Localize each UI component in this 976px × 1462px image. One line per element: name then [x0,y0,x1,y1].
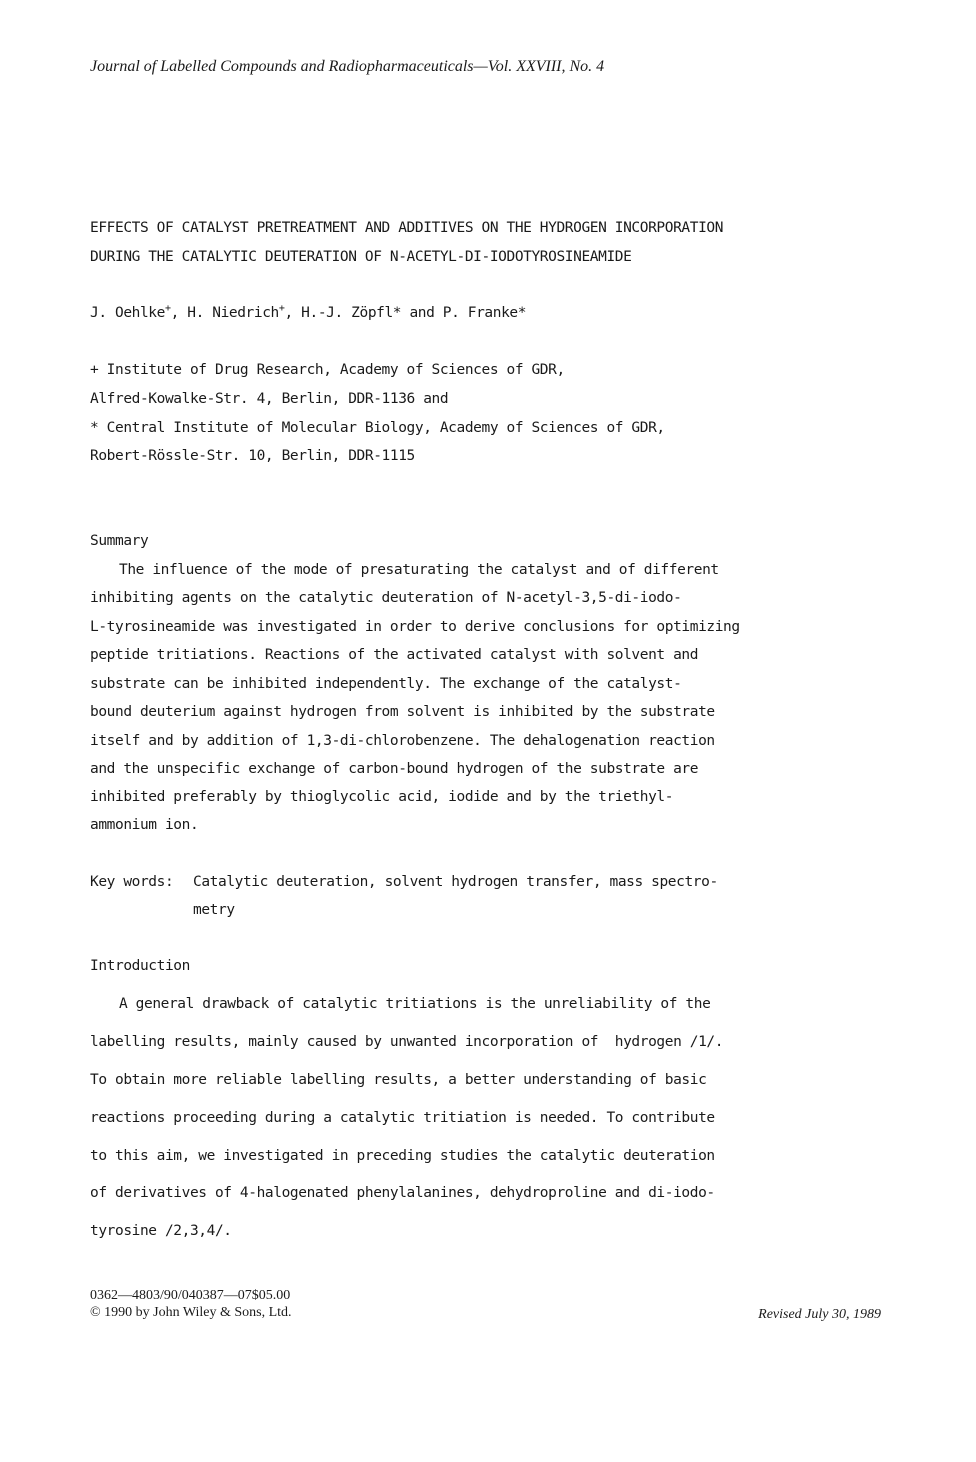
affiliation-mark-plus: + [278,303,285,314]
author-list [90,305,526,321]
article-title-line-2: DURING THE CATALYTIC DEUTERATION OF N-ACETYL-DI-IODOTYROSINEAMIDE [90,249,632,265]
introduction-line: tyrosine /2,3,4/. [90,1223,232,1239]
keywords-label: Key words: [90,874,174,890]
introduction-line: of derivatives of 4-halogenated phenylalanines, dehydroproline and di-iodo- [90,1185,715,1201]
journal-header: Journal of Labelled Compounds and Radiopharmaceuticals—Vol. XXVIII, No. 4 [90,58,605,75]
summary-line: bound deuterium against hydrogen from solvent is inhibited by the substrate [90,704,715,720]
affiliation-line: + Institute of Drug Research, Academy of Sciences of GDR, [90,362,565,378]
introduction-line: labelling results, mainly caused by unwanted incorporation of hydrogen /1/. [90,1034,724,1050]
affiliation-line: Alfred-Kowalke-Str. 4, Berlin, DDR-1136 and [90,391,449,407]
summary-line: peptide tritiations. Reactions of the activated catalyst with solvent and [90,647,699,663]
author-oehlke: J. Oehlke [90,305,165,321]
revised-date: Revised July 30, 1989 [758,1307,881,1322]
summary-line: substrate can be inhibited independently. The exchange of the catalyst- [90,676,682,692]
affiliation-line: * Central Institute of Molecular Biology, Academy of Sciences of GDR, [90,420,665,436]
summary-line: L-tyrosineamide was investigated in order to derive conclusions for optimizing [90,619,740,635]
summary-heading: Summary [90,533,149,549]
author-niedrich: , H. Niedrich [170,305,279,321]
article-title-line-1: EFFECTS OF CATALYST PRETREATMENT AND ADDITIVES ON THE HYDROGEN INCORPORATION [90,220,724,236]
article-code: 0362—4803/90/040387—07$05.00 [90,1288,291,1303]
authors-remaining: , H.-J. Zöpfl* and P. Franke* [284,305,527,321]
summary-line: ammonium ion. [90,817,199,833]
summary-line: and the unspecific exchange of carbon-bound hydrogen of the substrate are [90,761,699,777]
introduction-line: to this aim, we investigated in preceding studies the catalytic deuteration [90,1148,715,1164]
summary-line: inhibiting agents on the catalytic deuteration of N-acetyl-3,5-di-iodo- [90,590,682,606]
introduction-line: To obtain more reliable labelling results, a better understanding of basic [90,1072,707,1088]
introduction-line: reactions proceeding during a catalytic tritiation is needed. To contribute [90,1110,715,1126]
copyright-notice: © 1990 by John Wiley & Sons, Ltd. [90,1305,292,1320]
keywords-line: metry [193,902,235,918]
introduction-heading: Introduction [90,958,190,974]
keywords-line: Catalytic deuteration, solvent hydrogen transfer, mass spectro- [193,874,718,890]
introduction-line: A general drawback of catalytic tritiations is the unreliability of the [119,996,711,1012]
summary-line: inhibited preferably by thioglycolic acid, iodide and by the triethyl- [90,789,674,805]
affiliation-line: Robert-Rössle-Str. 10, Berlin, DDR-1115 [90,448,415,464]
summary-line: The influence of the mode of presaturating the catalyst and of different [119,562,719,578]
affiliation-mark-plus: + [164,303,171,314]
summary-line: itself and by addition of 1,3-di-chlorobenzene. The dehalogenation reaction [90,733,715,749]
